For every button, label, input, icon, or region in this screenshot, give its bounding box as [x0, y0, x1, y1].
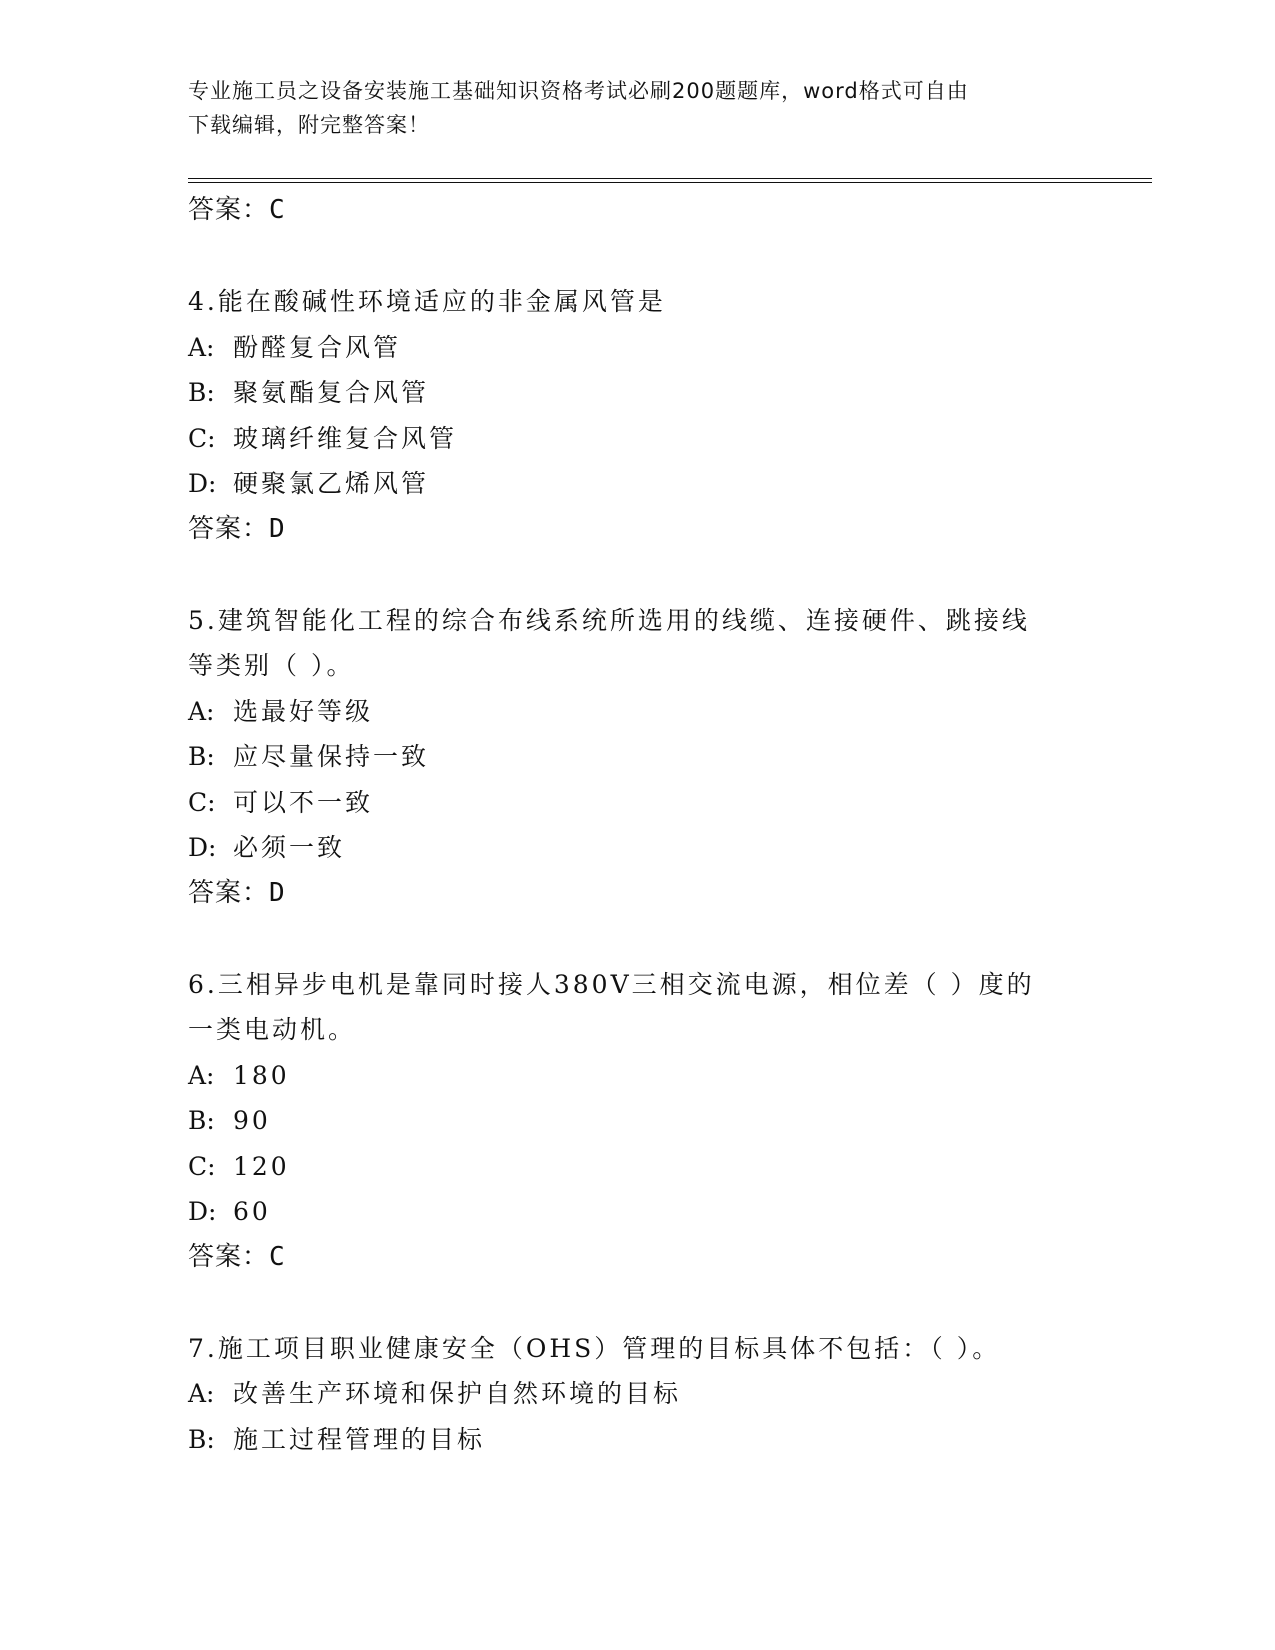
answer-label: 答案： — [188, 877, 270, 908]
header-rule-top — [188, 178, 1152, 179]
header-rule-bottom — [188, 182, 1152, 183]
option-label: B: — [188, 1424, 215, 1454]
option-b — [188, 1098, 1088, 1144]
answer-line — [188, 188, 1088, 234]
option-text: 必须一致 — [233, 833, 346, 862]
option-b — [188, 734, 1088, 780]
option-label: B: — [188, 742, 215, 771]
question-stem: 7.施工项目职业健康安全（OHS）管理的目标具体不包括：（ ）。 — [188, 1333, 1001, 1363]
question-block — [188, 279, 1088, 552]
question-stem-continued: 等类别（ ）。 — [188, 651, 355, 680]
option-c — [188, 780, 1088, 826]
option-text: 可以不一致 — [233, 787, 374, 817]
option-c — [188, 1144, 1088, 1190]
option-text: 应尽量保持一致 — [233, 742, 430, 771]
answer-label: 答案： — [188, 513, 270, 544]
option-b — [188, 1417, 1088, 1463]
option-b — [188, 370, 1088, 416]
option-text: 选最好等级 — [233, 696, 374, 726]
option-text: 硬聚氯乙烯风管 — [233, 469, 430, 498]
header-line-2: 下载编辑，附完整答案！ — [188, 113, 430, 137]
option-d — [188, 825, 1088, 871]
question-list — [188, 188, 1088, 1462]
option-label: A: — [188, 1060, 215, 1090]
option-label: C: — [188, 423, 216, 453]
option-text: 60 — [233, 1197, 271, 1226]
option-text: 120 — [233, 1151, 290, 1181]
option-label: D: — [188, 1197, 217, 1226]
question-stem: 4.能在酸碱性环境适应的非金属风管是 — [188, 287, 666, 316]
option-label: A: — [188, 1379, 215, 1408]
header-line-1: 专业施工员之设备安装施工基础知识资格考试必刷200题题库，word格式可自由 — [188, 79, 969, 103]
answer-line — [188, 871, 1088, 917]
option-a — [188, 1371, 1088, 1417]
option-text: 玻璃纤维复合风管 — [233, 423, 458, 453]
question-block — [188, 598, 1088, 917]
option-text: 施工过程管理的目标 — [233, 1424, 486, 1454]
option-a — [188, 1053, 1088, 1099]
answer-value: D — [269, 877, 286, 908]
option-text: 90 — [233, 1106, 271, 1135]
option-d — [188, 461, 1088, 507]
question-stem: 6.三相异步电机是靠同时接人380V三相交流电源，相位差（ ）度的 — [188, 969, 1035, 999]
option-text: 改善生产环境和保护自然环境的目标 — [233, 1379, 682, 1408]
option-label: A: — [188, 696, 215, 726]
question-stem-continued: 一类电动机。 — [188, 1015, 357, 1044]
document-header — [188, 74, 1068, 142]
option-label: A: — [188, 332, 215, 362]
option-d — [188, 1189, 1088, 1235]
answer-line — [188, 507, 1088, 553]
answer-value: C — [269, 195, 286, 225]
option-text: 180 — [233, 1060, 290, 1090]
spacer — [188, 916, 1088, 962]
answer-value: D — [269, 513, 286, 544]
spacer — [188, 552, 1088, 598]
question-stem: 5.建筑智能化工程的综合布线系统所选用的线缆、连接硬件、跳接线 — [188, 605, 1030, 635]
question-block — [188, 962, 1088, 1281]
question-block — [188, 1326, 1088, 1463]
option-label: B: — [188, 378, 215, 407]
answer-value: C — [269, 1241, 286, 1272]
spacer — [188, 234, 1088, 280]
option-text: 酚醛复合风管 — [233, 332, 402, 362]
spacer — [188, 1280, 1088, 1326]
option-c — [188, 416, 1088, 462]
answer-label: 答案： — [188, 195, 270, 225]
answer-label: 答案： — [188, 1241, 270, 1272]
option-text: 聚氨酯复合风管 — [233, 378, 430, 407]
option-label: D: — [188, 469, 217, 498]
option-label: D: — [188, 833, 217, 862]
option-label: C: — [188, 787, 216, 817]
option-a — [188, 325, 1088, 371]
option-label: B: — [188, 1106, 215, 1135]
option-label: C: — [188, 1151, 216, 1181]
option-a — [188, 689, 1088, 735]
answer-line — [188, 1235, 1088, 1281]
